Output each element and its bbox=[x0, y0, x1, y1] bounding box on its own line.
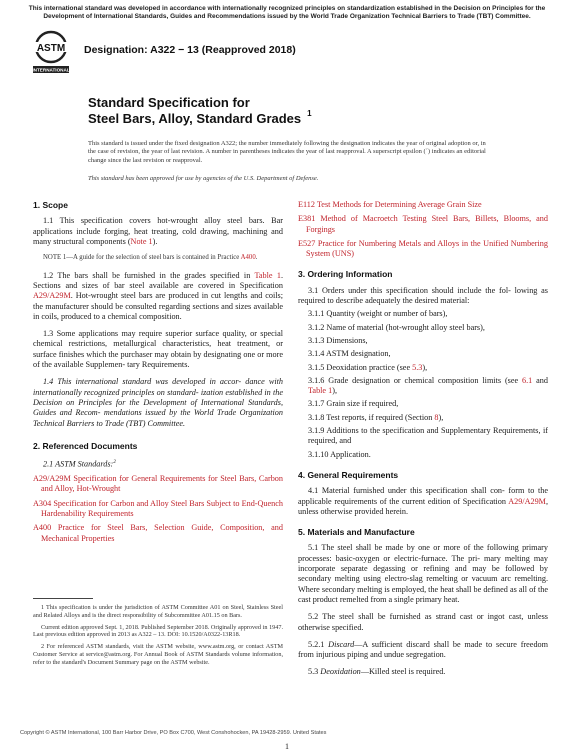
paragraph-3-1: 3.1 Orders under this specification should include the fol- lowing as required to describe adequately the desired material: bbox=[298, 285, 548, 306]
section-heading-scope: 1. Scope bbox=[33, 200, 68, 210]
page-number: 1 bbox=[285, 742, 289, 751]
link-6-1[interactable]: 6.1 bbox=[522, 375, 533, 385]
reference-e527[interactable]: E527 Practice for Numbering Metals and Alloys in the Unified Numbering System (UNS) bbox=[298, 238, 548, 259]
link-a400[interactable]: A400 bbox=[240, 254, 256, 262]
item-3-1-10: 3.1.10 Application. bbox=[308, 449, 371, 459]
section-heading-general-requirements: 4. General Requirements bbox=[298, 469, 399, 480]
paragraph-1-3: 1.3 Some applications may require superior surface quality, or special chemical restrictions, metallurgical characteristics, heat treatment, or surface finishes which the purchaser may obtain by designating one or more of the available Supplemen- tary Requirements. bbox=[33, 329, 283, 370]
item-3-1-9: 3.1.9 Additions to the specification and Supplementary Requirements, if required, and bbox=[308, 426, 548, 446]
approval-note: This standard has been approved for use by agencies of the U.S. Department of Defense. bbox=[88, 175, 319, 182]
item-3-1-7: 3.1.7 Grain size if required, bbox=[308, 399, 399, 409]
footnotes bbox=[33, 604, 283, 671]
svg-text:ASTM: ASTM bbox=[36, 43, 66, 54]
top-notice: This international standard was developed in accordance with internationally recognized principles on standardization established in the Decision on Principles for the Development of International Standards, Guides and Recommendations issued by the World Trade Organization Technical Barriers to Trade (TBT) Committee. bbox=[28, 5, 546, 20]
title-line-2: Steel Bars, Alloy, Standard Grades $^1$ bbox=[88, 109, 312, 126]
link-section-8[interactable]: 8 bbox=[434, 412, 439, 422]
footnote-2: 2 For referenced ASTM standards, visit the ASTM website, www.astm.org, or contact ASTM Customer Service at service@astm.org. For Annual Book of ASTM Standards volume information, refer to the standard's Document Summary page on the ASTM website. bbox=[33, 643, 283, 666]
reference-e381[interactable]: E381 Method of Macroetch Testing Steel Bars, Billets, Blooms, and Forgings bbox=[298, 214, 548, 234]
footnote-divider bbox=[33, 598, 93, 599]
section-heading-referenced-documents: 2. Referenced Documents bbox=[33, 440, 138, 451]
right-column bbox=[298, 200, 548, 685]
copyright-line: Copyright © ASTM International, 100 Barr Harbor Drive, PO Box C700, West Conshohocken, PA 19428-2959. United States bbox=[20, 730, 327, 736]
title-footnote-marker[interactable]: 1 bbox=[307, 109, 312, 118]
footnote-1-edition: Current edition approved Sept. 1, 2018. Published September 2018. Originally approved in 1947. Last previous edition approved in 2013 as A322 – 13. DOI: 10.1520/A0322-13R18. bbox=[33, 623, 283, 639]
reference-e112[interactable]: E112 Test Methods for Determining Average Grain Size bbox=[298, 200, 482, 209]
document-title bbox=[88, 95, 312, 129]
paragraph-5-1: 5.1 The steel shall be made by one or more of the following primary processes: basic-oxygen or electric-furnace. The pri- mary melting may incorporate separate degassing or refining and may be followed by secondary melting using electro-slag remelting or vacuum arc remelting. Where secondary melting is employed, the heat shall be defined as all of the cast product remelted from a single primary heat. bbox=[298, 543, 548, 604]
item-3-1-1: 3.1.1 Quantity (weight or number of bars), bbox=[308, 309, 448, 319]
paragraph-1-4: 1.4 This international standard was developed in accor- dance with internationally recognized principles on standard- ization established in the Decision on Principles for the Development of International Standards, Guides and Recom- mendations issued by the World Trade Organization Technical Barriers to Trade (TBT) Committee. bbox=[33, 377, 283, 428]
link-5-3[interactable]: 5.3 bbox=[412, 362, 423, 372]
item-3-1-3: 3.1.3 Dimensions, bbox=[308, 335, 368, 345]
section-heading-materials-and-manufacture: 5. Materials and Manufacture bbox=[298, 527, 415, 538]
item-3-1-5: 3.1.5 Deoxidation practice (see 5.3), bbox=[308, 362, 428, 372]
item-3-1-8: 3.1.8 Test reports, if required (Section 8), bbox=[308, 412, 444, 422]
paragraph-1-2: 1.2 The bars shall be furnished in the grades specified in Table 1. Sections and sizes of bar steel available are covered in Specification A29/A29M. Hot-wrought steel bars are produced in cut lengths and coils; the manufacturer should be consulted regarding sections and sizes available in coils, produced to a chemical composition. bbox=[33, 270, 283, 321]
paragraph-5-2: 5.2 The steel shall be furnished as strand cast or ingot cast, unless otherwise specified. bbox=[298, 612, 548, 632]
section-heading-ordering-information: 3. Ordering Information bbox=[298, 269, 393, 280]
item-3-1-6: 3.1.6 Grade designation or chemical composition limits (see 6.1 and Table 1), bbox=[308, 375, 548, 396]
paragraph-1-1: 1.1 This specification covers hot-wrought alloy steel bars. Bar applications include forging, heat treating, cold drawing, machining and many structural components (Note 1). bbox=[33, 216, 283, 246]
title-line-1: Standard Specification for bbox=[88, 95, 250, 110]
item-3-1-4: 3.1.4 ASTM designation, bbox=[308, 349, 391, 359]
reference-a304[interactable]: A304 Specification for Carbon and Alloy Steel Bars Subject to End-Quench Hardenability Requirements bbox=[33, 498, 283, 519]
paragraph-5-2-1: 5.2.1 Discard—A sufficient discard shall be made to secure freedom from injurious piping and undue segregation. bbox=[298, 639, 548, 660]
reference-a400[interactable]: A400 Practice for Steel Bars, Selection Guide, Composition, and Mechanical Properties bbox=[33, 523, 283, 543]
issue-note: This standard is issued under the fixed designation A322; the number immediately following the designation indicates the year of original adoption or, in the case of revision, the year of last revision. A number in parentheses indicates the year of last reapproval. A superscript epsilon (´) indicates an editorial change since the last revision or reapproval. bbox=[88, 140, 486, 164]
reference-a29[interactable]: A29/A29M Specification for General Requirements for Steel Bars, Carbon and Alloy, Hot-Wrought bbox=[33, 474, 283, 494]
note-1: NOTE 1—A guide for the selection of steel bars is contained in Practice A400. bbox=[43, 254, 258, 262]
item-3-1-2: 3.1.2 Name of material (hot-wrought alloy steel bars), bbox=[308, 322, 485, 332]
link-table-1-b[interactable]: Table 1 bbox=[308, 386, 333, 396]
left-column bbox=[33, 200, 283, 548]
astm-logo bbox=[32, 30, 70, 76]
designation: Designation: A322 − 13 (Reapproved 2018) bbox=[84, 44, 296, 56]
paragraph-4-1: 4.1 Material furnished under this specification shall con- form to the applicable requirements of the current edition of Specification A29/A29M, unless otherwise provided herein. bbox=[298, 486, 548, 516]
paragraph-5-3: 5.3 Deoxidation—Killed steel is required. bbox=[308, 667, 446, 677]
svg-text:INTERNATIONAL: INTERNATIONAL bbox=[32, 67, 70, 73]
link-table-1[interactable]: Table 1 bbox=[254, 270, 281, 280]
paragraph-2-1: 2.1 ASTM Standards:$^2$ bbox=[43, 459, 117, 469]
link-note-1[interactable]: Note 1 bbox=[130, 236, 153, 246]
link-a29-b[interactable]: A29/A29M bbox=[508, 496, 546, 506]
link-a29[interactable]: A29/A29M bbox=[33, 291, 71, 301]
footnote-marker-2[interactable]: 2 bbox=[113, 459, 117, 466]
footnote-1: 1 This specification is under the jurisdiction of ASTM Committee A01 on Steel, Stainless Steel and Related Alloys and is the direct responsibility of Subcommittee A01.15 on Bars. bbox=[33, 604, 283, 619]
